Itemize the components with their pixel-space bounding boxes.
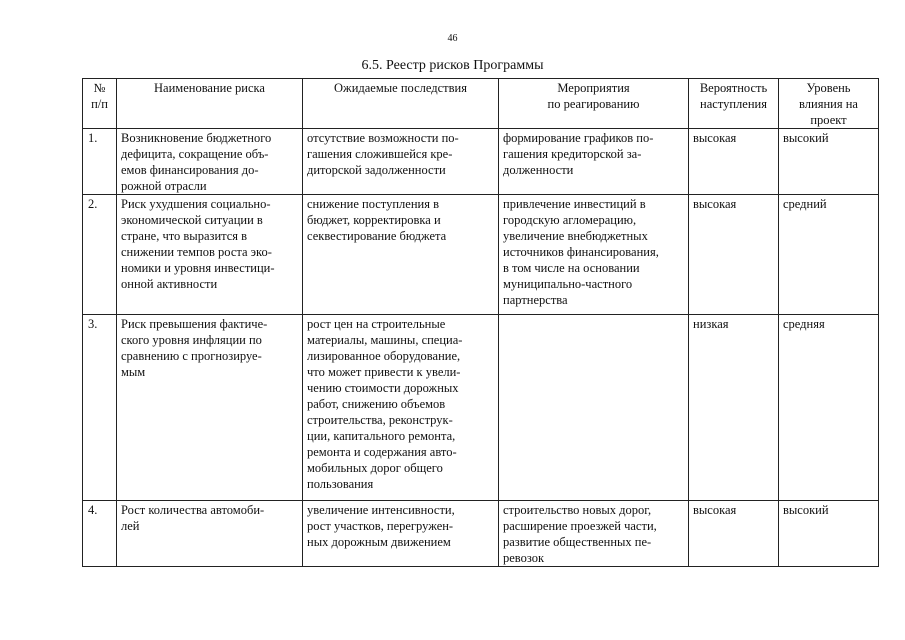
table-row — [83, 195, 879, 315]
risk-name: Риск ухудшения социально- экономической ситуации в стране, что выразится в снижении темпов роста эко- номики и уровня инвестици- онной активности — [117, 195, 303, 315]
risk-measures: формирование графиков по- гашения кредиторской за- долженности — [499, 129, 689, 195]
row-num: 3. — [83, 315, 117, 501]
risk-impact: средний — [779, 195, 879, 315]
table-row — [83, 501, 879, 567]
risk-impact: средняя — [779, 315, 879, 501]
risk-consequences: увеличение интенсивности, рост участков, перегружен- ных дорожным движением — [303, 501, 499, 567]
table-row — [83, 129, 879, 195]
risk-impact: высокий — [779, 129, 879, 195]
row-num: 2. — [83, 195, 117, 315]
page-number: 46 — [447, 33, 458, 44]
header-impact: Уровень влияния на проект — [779, 79, 879, 129]
table-header-row — [83, 79, 879, 129]
header-num: № п/п — [83, 79, 117, 129]
row-num: 4. — [83, 501, 117, 567]
risk-probability: низкая — [689, 315, 779, 501]
row-num: 1. — [83, 129, 117, 195]
risk-name: Рост количества автомоби- лей — [117, 501, 303, 567]
risk-consequences: рост цен на строительные материалы, машины, специа- лизированное оборудование, что может привести к увели- чению стоимости дорожных работ, снижению объемов строительства, реконструк- ции, капитального ремонта, ремонта и содержания авто- мобильных дорог общего пользования — [303, 315, 499, 501]
risk-measures: привлечение инвестиций в городскую агломерацию, увеличение внебюджетных источников финансирования, в том числе на основании муниципально-частного партнерства — [499, 195, 689, 315]
header-consequences: Ожидаемые последствия — [303, 79, 499, 129]
risk-impact: высокий — [779, 501, 879, 567]
table-caption: 6.5. Реестр рисков Программы — [361, 58, 544, 73]
risk-probability: высокая — [689, 129, 779, 195]
risk-name: Риск превышения фактиче- ского уровня инфляции по сравнению с прогнозируе- мым — [117, 315, 303, 501]
header-measures: Мероприятия по реагированию — [499, 79, 689, 129]
risk-measures: строительство новых дорог, расширение проезжей части, развитие общественных пе- ревозок — [499, 501, 689, 567]
risk-register-table — [82, 78, 879, 567]
risk-consequences: снижение поступления в бюджет, корректировка и секвестирование бюджета — [303, 195, 499, 315]
table-row — [83, 315, 879, 501]
risk-name: Возникновение бюджетного дефицита, сокращение объ- емов финансирования до- рожной отрасли — [117, 129, 303, 195]
header-risk: Наименование риска — [117, 79, 303, 129]
risk-measures — [499, 315, 689, 501]
risk-probability: высокая — [689, 195, 779, 315]
risk-consequences: отсутствие возможности по- гашения сложившейся кре- диторской задолженности — [303, 129, 499, 195]
header-probability: Вероятность наступления — [689, 79, 779, 129]
risk-probability: высокая — [689, 501, 779, 567]
